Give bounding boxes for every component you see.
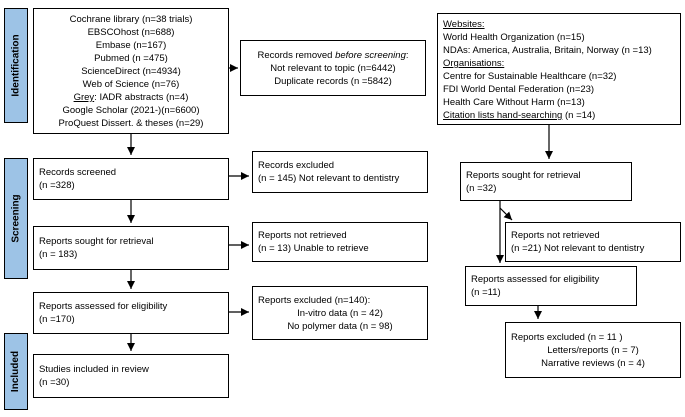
- box-studies-included: [33, 354, 229, 398]
- text-line: Studies included in review: [39, 364, 149, 375]
- text-line: (n =11): [471, 287, 501, 298]
- box-reports-sought-left: [33, 226, 229, 270]
- text-line: In-vitro data (n = 42): [297, 307, 383, 319]
- grey-label: Grey: [73, 92, 95, 103]
- text-line: World Health Organization (n=15): [443, 32, 585, 43]
- grey-rest: : IADR abstracts (n=4): [94, 92, 189, 103]
- box-records-screened: [33, 158, 229, 200]
- box-records-removed: [240, 40, 426, 96]
- screening-band: [4, 158, 28, 279]
- text-line: [39, 91, 223, 104]
- text-line: FDI World Dental Federation (n=23): [443, 84, 595, 95]
- text-line: Reports sought for retrieval: [466, 169, 581, 181]
- box-reports-not-retrieved-right: [505, 222, 681, 262]
- text-line: Duplicate records (n =5842): [274, 75, 392, 87]
- text-line: [246, 49, 420, 62]
- text-line: (n = 145) Not relevant to dentistry: [258, 173, 400, 184]
- text-line: (n =30): [39, 377, 70, 388]
- text-line: (n = 13) Unable to retrieve: [258, 243, 369, 254]
- box-websites-sources: [437, 13, 681, 125]
- box-reports-excluded-11: [505, 322, 681, 378]
- text-line: Reports not retrieved: [258, 230, 347, 241]
- identification-label: Identification: [10, 34, 22, 97]
- removed-prefix: Records removed: [257, 49, 336, 61]
- citation-underlined: Citation lists hand-searching: [443, 110, 563, 121]
- text-line: Reports assessed for eligibility: [471, 274, 600, 285]
- text-line: (n =32): [466, 182, 497, 194]
- text-line: Letters/reports (n = 7): [547, 344, 639, 356]
- text-line: (n =328): [39, 180, 75, 191]
- organisations-heading: Organisations:: [443, 58, 505, 69]
- text-line: EBSCOhost (n=688): [87, 27, 175, 38]
- text-line: Embase (n=167): [95, 40, 167, 51]
- screening-label: Screening: [10, 194, 22, 243]
- text-line: Health Care Without Harm (n=13): [443, 97, 585, 108]
- text-line: Web of Science (n=76): [82, 79, 180, 90]
- websites-heading: Websites:: [443, 19, 485, 30]
- text-line: NDAs: America, Australia, Britain, Norway (n =13): [443, 45, 652, 56]
- citation-rest: (n =14): [562, 110, 596, 121]
- text-line: Reports sought for retrieval: [39, 236, 154, 247]
- box-databases: [33, 8, 229, 134]
- text-line: Reports excluded (n=140):: [258, 294, 371, 306]
- text-line: (n =21) Not relevant to dentistry: [511, 243, 645, 254]
- text-line: Reports not retrieved: [511, 230, 600, 241]
- box-reports-assessed-left: [33, 292, 229, 334]
- removed-italic: before screening: [335, 49, 406, 61]
- text-line: No polymer data (n = 98): [287, 320, 393, 332]
- text-line: (n = 183): [39, 249, 78, 260]
- text-line: ScienceDirect (n=4934): [81, 66, 181, 77]
- included-band: [4, 333, 28, 410]
- text-line: Reports assessed for eligibility: [39, 301, 168, 312]
- text-line: Centre for Sustainable Healthcare (n=32): [443, 71, 617, 82]
- text-line: Records screened: [39, 167, 117, 178]
- text-line: Reports excluded (n = 11 ): [511, 331, 623, 343]
- box-reports-excluded-140: [252, 286, 428, 340]
- text-line: Not relevant to topic (n=6442): [270, 62, 396, 74]
- box-reports-sought-right: [460, 162, 632, 201]
- text-line: [443, 109, 675, 122]
- box-records-excluded: [252, 151, 428, 193]
- identification-band: [4, 8, 28, 123]
- text-line: ProQuest Dissert. & theses (n=29): [58, 118, 204, 129]
- text-line: Records excluded: [258, 160, 335, 171]
- text-line: (n =170): [39, 314, 75, 325]
- included-label: Included: [10, 350, 22, 393]
- removed-suffix: :: [405, 49, 409, 61]
- text-line: Google Scholar (2021-)(n=6600): [62, 105, 200, 116]
- text-line: Pubmed (n =475): [94, 53, 168, 64]
- box-reports-assessed-right: [465, 266, 637, 306]
- box-reports-not-retrieved-left: [252, 222, 428, 262]
- text-line: Cochrane library (n=38 trials): [69, 14, 193, 25]
- text-line: Narrative reviews (n = 4): [541, 357, 645, 369]
